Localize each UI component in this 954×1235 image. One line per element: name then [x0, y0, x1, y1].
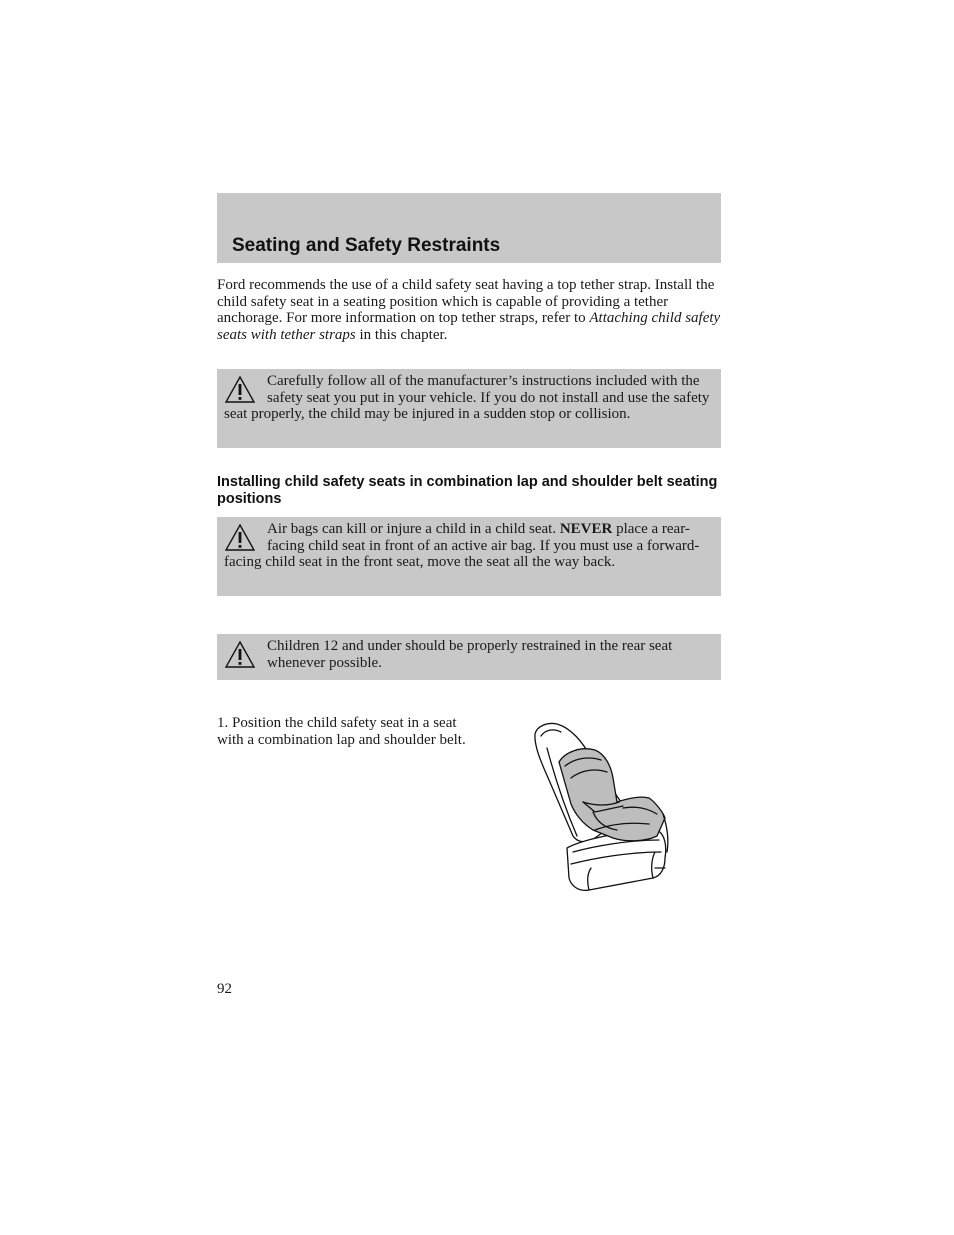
intro-text-end: in this chapter. — [355, 326, 448, 343]
warning-emphasis: NEVER — [559, 521, 613, 537]
warning-box — [217, 369, 721, 448]
warning-text — [224, 521, 713, 571]
warning-box — [217, 517, 721, 596]
warning-text-end: place a rear-facing child seat in front of an active air bag. If you must use a forward-facing child seat in the front seat, move the seat all the way back. — [224, 521, 700, 570]
warning-text-start: Air bags can kill or injure a child in a child seat. — [267, 521, 560, 537]
warning-triangle-icon — [224, 375, 256, 405]
warning-box — [217, 634, 721, 680]
intro-paragraph — [217, 277, 721, 343]
intro-reference: Attaching child safety seats with tether straps — [217, 310, 721, 343]
warning-text: Children 12 and under should be properly restrained in the rear seat whenever possible. — [267, 638, 673, 671]
page-number: 92 — [217, 981, 232, 997]
section-header-band — [217, 193, 721, 263]
warning-text: Carefully follow all of the manufacturer’s instructions included with the safety seat you put in your vehicle. If you do not install and use the safety seat properly, the child may be injured in a sudden stop or collision. — [224, 373, 710, 422]
intro-text: Ford recommends the use of a child safety seat having a top tether strap. Install the child safety seat in a seating position which is capable of providing a tether anchorage. For more information on top tether straps, refer to — [217, 277, 715, 326]
warning-triangle-icon — [224, 640, 256, 670]
section-heading: Installing child safety seats in combination lap and shoulder belt seating positions — [217, 474, 718, 507]
step-1-text: 1. Position the child safety seat in a seat with a combination lap and shoulder belt. — [217, 715, 466, 748]
section-title: Seating and Safety Restraints — [232, 235, 501, 256]
warning-triangle-icon — [224, 523, 256, 553]
child-seat-illustration — [525, 718, 673, 898]
